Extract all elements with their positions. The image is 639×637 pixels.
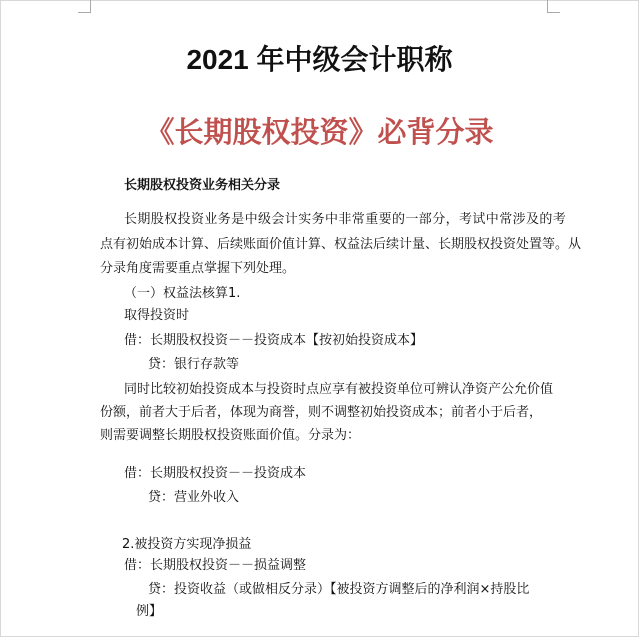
journal-credit: 贷：银行存款等 (148, 357, 240, 372)
paragraph-line: 同时比较初始投资成本与投资时点应享有被投资单位可辨认净资产公允价值 (124, 382, 554, 397)
paragraph-line: 份额，前者大于后者，体现为商誉，则不调整初始投资成本；前者小于后者， (100, 405, 543, 420)
paragraph-line: 2.被投资方实现净损益 (122, 537, 252, 552)
section-heading: 长期股权投资业务相关分录 (124, 178, 281, 193)
paragraph-line: 分录角度需要重点掌握下列处理。 (100, 261, 296, 276)
document-subtitle: 《长期股权投资》必背分录 (145, 115, 494, 149)
paragraph-line: 点有初始成本计算、后续账面价值计算、权益法后续计量、长期股权投资处置等。从 (100, 237, 582, 252)
journal-credit: 贷：投资收益（或做相反分录）【被投资方调整后的净利润×持股比 (148, 582, 530, 597)
margin-corner-mark (78, 0, 91, 13)
journal-debit: 借：长期股权投资－－损益调整 (124, 558, 307, 573)
document-title: 2021 年中级会计职称 (186, 44, 453, 75)
journal-credit-cont: 例】 (136, 604, 163, 619)
paragraph-line: 取得投资时 (124, 308, 190, 323)
paragraph-line: 则需要调整长期股权投资账面价值。分录为： (100, 428, 361, 443)
journal-credit: 贷：营业外收入 (148, 490, 240, 505)
paragraph-line: 长期股权投资业务是中级会计实务中非常重要的一部分，考试中常涉及的考 (124, 212, 567, 227)
margin-corner-mark (547, 0, 560, 13)
paragraph-line: （一）权益法核算1. (124, 286, 241, 301)
journal-debit: 借：长期股权投资－－投资成本 (124, 466, 307, 481)
journal-debit: 借：长期股权投资－－投资成本【按初始投资成本】 (124, 333, 424, 348)
